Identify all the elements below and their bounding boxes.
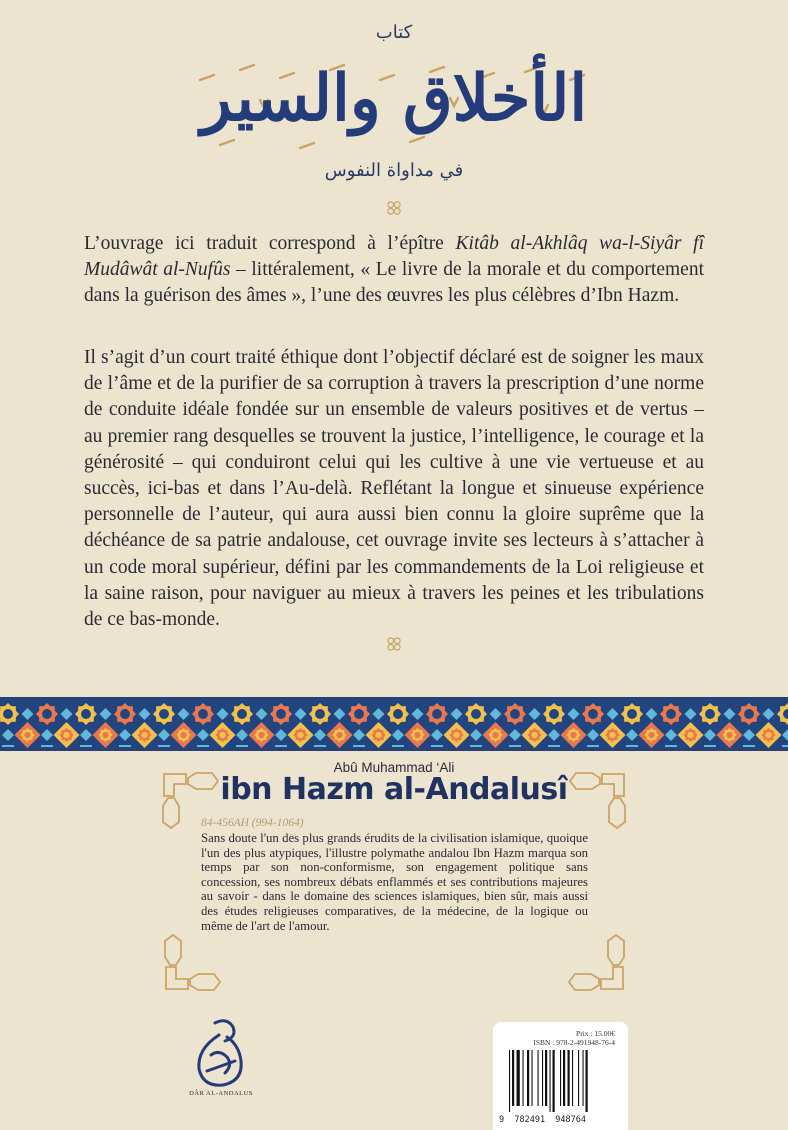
author-kunya: Abû Muhammad ‘Ali (333, 760, 455, 775)
barcode-bar (572, 1050, 573, 1106)
diamond-motif (197, 729, 209, 741)
barcode-bar (568, 1050, 570, 1106)
paragraph-1-rest: – littéralement, « Le livre de la morale et du comportement dans la guérison des âmes », l’une des œuvres les plus célèbres d’Ibn Hazm. (84, 259, 704, 307)
diamond-motif (100, 708, 112, 720)
diamond-motif (490, 708, 502, 720)
diamond-motif (626, 729, 638, 741)
price: Prix : 15.00€ (576, 1029, 615, 1038)
barcode-bar (538, 1050, 539, 1106)
star-motif (114, 703, 136, 725)
barcode-bar (545, 1050, 547, 1106)
description-paragraph-2: Il s’agit d’un court traité éthique dont l’objectif déclaré est de soigner les maux de l’âme et de la purifier de sa corruption à travers la prescription d’une norme de conduite idéale fondée sur un ensemble de valeurs positives et de vertus – au premier rang desquelles se trouvent la justice, l’intelligence, le courage et la générosité – qui conduiront celui qui les cultive à une vie vertueuse et au succès, ici-bas et dans l’Au-delà. Reflétant la longue et sinueuse expérience personnelle de l’auteur, qui aura aussi bien connu la gloire suprême que la déchéance de sa patrie andalouse, cet ouvrage invite ses lecteurs à s’attacher à un code moral supérieur, défini par les commandements de la Loi religieuse et la saine raison, pour naviguer au mieux à travers les peines et les tribulations de ce bas-monde. (84, 347, 704, 631)
star-motif (738, 703, 760, 725)
star-motif (348, 703, 370, 725)
author-name: ibn Hazm al-Andalusî (220, 772, 568, 807)
star-motif (777, 703, 788, 725)
diamond-motif (412, 708, 424, 720)
star-motif (465, 703, 487, 725)
diamond-motif (685, 708, 697, 720)
diamond-motif (22, 708, 34, 720)
diamond-motif (451, 708, 463, 720)
diamond-motif (41, 729, 53, 741)
diamond-motif (217, 708, 229, 720)
band-dash (275, 745, 287, 747)
diamond-motif (275, 729, 287, 741)
diamond-motif (470, 729, 482, 741)
star-motif (582, 703, 604, 725)
corner-ornament-bottom-right-icon (567, 933, 627, 993)
diamond-motif (587, 729, 599, 741)
band-dash (236, 745, 248, 747)
diamond-motif (334, 708, 346, 720)
band-dash (782, 745, 788, 747)
band-dash (431, 745, 443, 747)
band-dash (119, 745, 131, 747)
arabic-subtitle: في مداواة النفوس (324, 160, 464, 181)
title-block (0, 0, 788, 225)
diamond-motif (763, 708, 775, 720)
diamond-motif (431, 729, 443, 741)
barcode-bar (509, 1050, 510, 1112)
book-title-transliteration: Kitâb al-Akhlâq wa-l-Siyâr fî Mudâwât al-Nufûs (84, 233, 704, 281)
band-dash (41, 745, 53, 747)
band-dash (2, 745, 14, 747)
band-dash (704, 745, 716, 747)
barcode-bar (583, 1050, 584, 1106)
band-dash (548, 745, 560, 747)
star-motif (543, 703, 565, 725)
barcode-bar (563, 1050, 565, 1106)
barcode-bar (578, 1050, 579, 1106)
author-dates: 84-456AH (994-1064) (201, 817, 304, 829)
star-motif (153, 703, 175, 725)
star-motif (660, 703, 682, 725)
star-motif (621, 703, 643, 725)
isbn: ISBN : 978-2-491948-76-4 (533, 1038, 615, 1047)
band-dash (626, 745, 638, 747)
band-dash (197, 745, 209, 747)
diamond-motif (392, 729, 404, 741)
author-biography: Sans doute l'un des plus grands érudits de la civilisation islamique, quoique l'un des plus atypiques, l'illustre polymathe andalou Ibn Hazm marqua son temps par son non-conformisme, son engagement politique sans concession, ses nombreux débats enflammés et ses contributions majeures au savoir - dans le domaine des sciences islamiques, bien sûr, mais aussi des études religieuses comparatives, de la médecine, de la logique ou même de l'art de l'amour. (201, 831, 588, 933)
band-dash (158, 745, 170, 747)
star-motif (309, 703, 331, 725)
diamond-motif (646, 708, 658, 720)
paragraph-1-intro: L’ouvrage ici traduit correspond à l’épître (84, 233, 456, 254)
diamond-motif (80, 729, 92, 741)
diamond-motif (158, 729, 170, 741)
diamond-motif (782, 729, 788, 741)
band-dash (392, 745, 404, 747)
band-dash (509, 745, 521, 747)
diamond-motif (295, 708, 307, 720)
star-motif (504, 703, 526, 725)
barcode-bar (527, 1050, 529, 1106)
band-dash (665, 745, 677, 747)
diamond-motif (314, 729, 326, 741)
calligraphic-logo-icon (185, 1015, 255, 1090)
diamond-motif (743, 729, 755, 741)
barcode-bar (553, 1050, 555, 1112)
corner-ornament-bottom-left-icon (162, 933, 222, 993)
barcode-bar (560, 1050, 561, 1106)
diamond-motif (2, 729, 14, 741)
publisher-name: DÂR AL-ANDALUS (189, 1090, 253, 1097)
diamond-motif (704, 729, 716, 741)
barcode-bar (542, 1050, 543, 1106)
description-paragraph-1 (84, 231, 704, 310)
barcode-bar (512, 1050, 514, 1106)
diamond-motif (139, 708, 151, 720)
diamond-motif (236, 729, 248, 741)
flower-ornament-icon (386, 636, 402, 652)
barcode-label (493, 1022, 628, 1130)
band-dash (587, 745, 599, 747)
star-motif (699, 703, 721, 725)
star-motif (426, 703, 448, 725)
star-motif (36, 703, 58, 725)
diamond-motif (568, 708, 580, 720)
diamond-motif (178, 708, 190, 720)
barcode-bar (523, 1050, 524, 1106)
star-motif (231, 703, 253, 725)
star-motif (75, 703, 97, 725)
geometric-pattern-band (0, 697, 788, 751)
diamond-motif (548, 729, 560, 741)
diamond-motif (607, 708, 619, 720)
band-dash (470, 745, 482, 747)
band-dash (80, 745, 92, 747)
flower-ornament-icon (386, 200, 402, 216)
barcode-bar (532, 1050, 533, 1106)
star-motif (270, 703, 292, 725)
diamond-motif (61, 708, 73, 720)
star-motif (0, 703, 19, 725)
band-dash (314, 745, 326, 747)
diamond-motif (529, 708, 541, 720)
barcode-bar (550, 1050, 551, 1112)
diamond-motif (373, 708, 385, 720)
barcode-bar (586, 1050, 588, 1112)
title-prefix: كتاب (375, 22, 413, 43)
barcode-bar (517, 1050, 520, 1106)
star-motif (192, 703, 214, 725)
diamond-motif (665, 729, 677, 741)
diamond-motif (119, 729, 131, 741)
band-dash (353, 745, 365, 747)
barcode-digits: 9 782491 948764 (499, 1115, 586, 1125)
diamond-motif (724, 708, 736, 720)
diamond-motif (509, 729, 521, 741)
geometric-pattern (0, 699, 788, 749)
diamond-motif (256, 708, 268, 720)
diamond-motif (353, 729, 365, 741)
star-motif (387, 703, 409, 725)
barcode-bars (507, 1050, 615, 1112)
band-dash (743, 745, 755, 747)
arabic-main-title: الأخلاق والسير (200, 61, 588, 136)
